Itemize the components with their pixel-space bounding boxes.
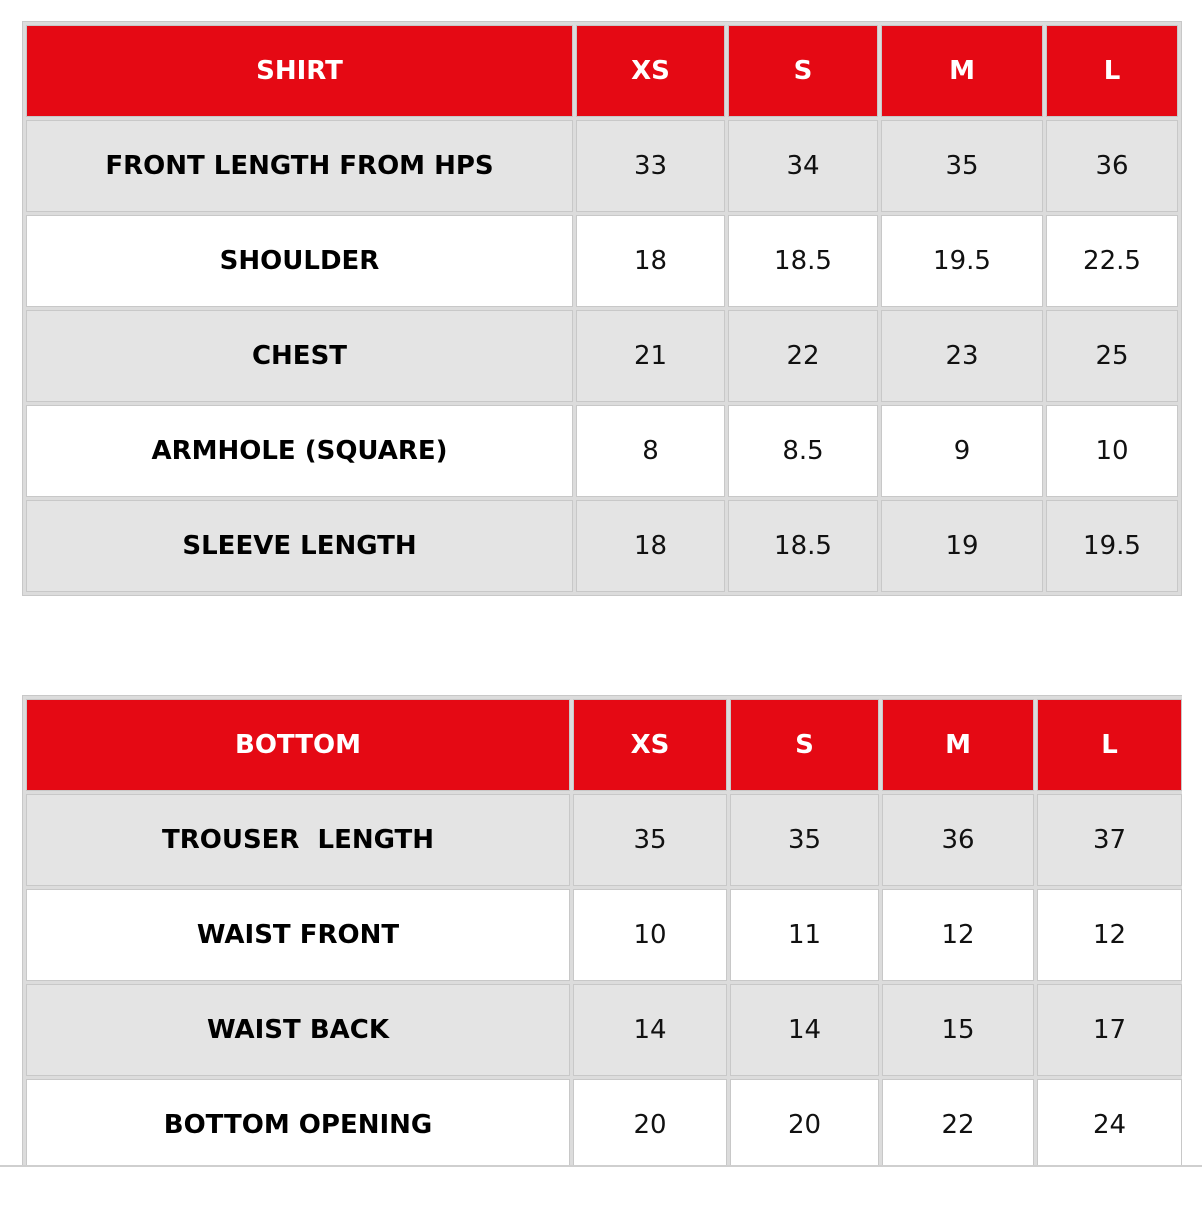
measurement-value: 19 — [881, 500, 1043, 592]
bottom-table-viewport — [22, 695, 1182, 1166]
measurement-value: 10 — [1046, 405, 1178, 497]
measurement-value: 8 — [576, 405, 725, 497]
measurement-value: 11 — [730, 889, 879, 981]
measurement-value: 8.5 — [728, 405, 878, 497]
size-header-l: L — [1037, 699, 1182, 791]
measurement-value: 12 — [882, 889, 1034, 981]
measurement-value: 18 — [576, 215, 725, 307]
table-row — [26, 500, 1178, 592]
measurement-label: WAIST FRONT — [26, 889, 570, 981]
measurement-value: 20 — [730, 1079, 879, 1166]
size-header-m: M — [882, 699, 1034, 791]
measurement-label: ARMHOLE (SQUARE) — [26, 405, 573, 497]
table-title: SHIRT — [26, 25, 573, 117]
table-header-row — [26, 25, 1178, 117]
measurement-value: 36 — [882, 794, 1034, 886]
measurement-value: 35 — [573, 794, 727, 886]
size-header-s: S — [730, 699, 879, 791]
measurement-value: 24 — [1037, 1079, 1182, 1166]
measurement-value: 14 — [730, 984, 879, 1076]
table-row — [26, 984, 1182, 1076]
table-row — [26, 1079, 1182, 1166]
measurement-label: FRONT LENGTH FROM HPS — [26, 120, 573, 212]
size-header-xs: XS — [573, 699, 727, 791]
measurement-value: 20 — [573, 1079, 727, 1166]
table-row — [26, 889, 1182, 981]
size-header-xs: XS — [576, 25, 725, 117]
measurement-value: 15 — [882, 984, 1034, 1076]
measurement-value: 18.5 — [728, 215, 878, 307]
measurement-value: 9 — [881, 405, 1043, 497]
bottom-size-table — [22, 695, 1182, 1166]
measurement-value: 25 — [1046, 310, 1178, 402]
measurement-value: 14 — [573, 984, 727, 1076]
measurement-label: CHEST — [26, 310, 573, 402]
table-row — [26, 215, 1178, 307]
measurement-value: 19.5 — [881, 215, 1043, 307]
size-header-l: L — [1046, 25, 1178, 117]
measurement-value: 37 — [1037, 794, 1182, 886]
measurement-value: 17 — [1037, 984, 1182, 1076]
divider — [0, 1165, 1202, 1167]
table-row — [26, 794, 1182, 886]
measurement-label: WAIST BACK — [26, 984, 570, 1076]
measurement-value: 10 — [573, 889, 727, 981]
measurement-value: 36 — [1046, 120, 1178, 212]
measurement-label: SHOULDER — [26, 215, 573, 307]
measurement-value: 21 — [576, 310, 725, 402]
measurement-value: 12 — [1037, 889, 1182, 981]
shirt-size-table — [22, 21, 1182, 596]
measurement-value: 18 — [576, 500, 725, 592]
measurement-value: 35 — [730, 794, 879, 886]
table-row — [26, 120, 1178, 212]
measurement-value: 18.5 — [728, 500, 878, 592]
measurement-value: 35 — [881, 120, 1043, 212]
size-header-s: S — [728, 25, 878, 117]
measurement-label: BOTTOM OPENING — [26, 1079, 570, 1166]
measurement-value: 23 — [881, 310, 1043, 402]
measurement-label: TROUSER LENGTH — [26, 794, 570, 886]
measurement-value: 22 — [728, 310, 878, 402]
table-title: BOTTOM — [26, 699, 570, 791]
table-row — [26, 310, 1178, 402]
table-row — [26, 405, 1178, 497]
measurement-value: 19.5 — [1046, 500, 1178, 592]
measurement-value: 33 — [576, 120, 725, 212]
measurement-value: 22 — [882, 1079, 1034, 1166]
measurement-label: SLEEVE LENGTH — [26, 500, 573, 592]
size-header-m: M — [881, 25, 1043, 117]
measurement-value: 34 — [728, 120, 878, 212]
table-header-row — [26, 699, 1182, 791]
measurement-value: 22.5 — [1046, 215, 1178, 307]
